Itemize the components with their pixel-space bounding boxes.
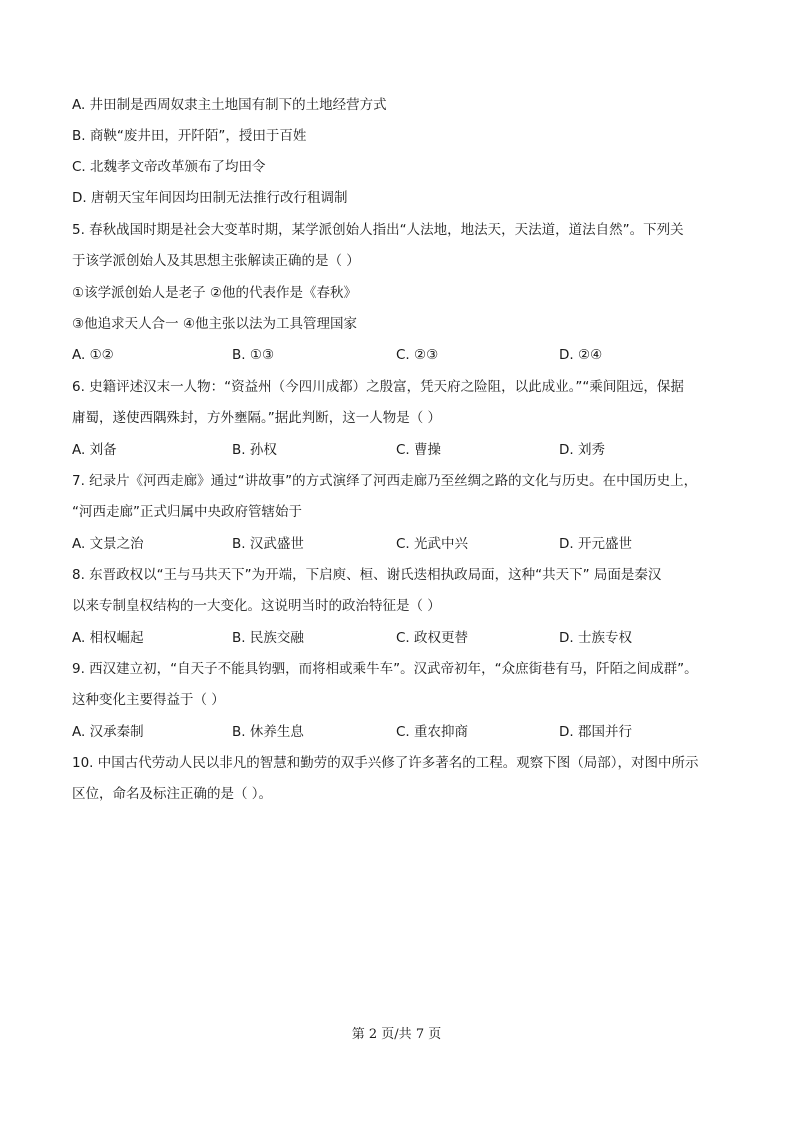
q8-option-d: D. 士族专权 (559, 630, 632, 646)
q6-option-b: B. 孙权 (232, 442, 277, 458)
q8-option-b: B. 民族交融 (232, 630, 304, 646)
q7-option-a: A. 文景之治 (72, 536, 144, 552)
q8-stem-line2: 以来专制皇权结构的一大变化。这说明当时的政治特征是（ ） (72, 598, 441, 614)
q5-stem-line1: 5. 春秋战国时期是社会大变革时期，某学派创始人指出“人法地，地法天，天法道，道法自然”。下列关 (72, 222, 684, 238)
q6-stem-line1: 6. 史籍评述汉末一人物：“资益州（今四川成都）之殷富，凭天府之险阻，以此成业。”“乘间阻远，保据 (72, 379, 684, 395)
q7-stem-line2: “河西走廊”正式归属中央政府管辖始于 (72, 504, 302, 520)
q8-stem-line1: 8. 东晋政权以“王与马共天下”为开端，下启庾、桓、谢氏迭相执政局面，这种“共天下” 局面是秦汉 (72, 567, 662, 583)
q5-option-c: C. ②③ (396, 347, 439, 363)
q9-option-c: C. 重农抑商 (396, 724, 469, 740)
q7-option-b: B. 汉武盛世 (232, 536, 304, 552)
page-number-footer: 第 2 页/共 7 页 (351, 1027, 442, 1042)
q5-option-a: A. ①② (72, 347, 114, 363)
q5-option-d: D. ②④ (559, 347, 603, 363)
q10-stem-line1: 10. 中国古代劳动人民以非凡的智慧和勤劳的双手兴修了许多著名的工程。观察下图（局部），对图中所示 (72, 755, 699, 771)
q7-option-d: D. 开元盛世 (559, 536, 632, 552)
q9-stem-line2: 这种变化主要得益于（ ） (72, 692, 225, 708)
q4-option-a: A. 井田制是西周奴隶主土地国有制下的土地经营方式 (72, 97, 387, 113)
q9-option-a: A. 汉承秦制 (72, 724, 144, 740)
q9-stem-line1: 9. 西汉建立初，“自天子不能具钧驷，而将相或乘牛车”。汉武帝初年，“众庶街巷有马，阡陌之间成群”。 (72, 661, 698, 677)
q7-option-c: C. 光武中兴 (396, 536, 469, 552)
q4-option-b: B. 商鞅“废井田，开阡陌”，授田于百姓 (72, 128, 307, 144)
q5-items-line2: ③他追求天人合一 ④他主张以法为工具管理国家 (72, 316, 357, 332)
q8-option-c: C. 政权更替 (396, 630, 469, 646)
q9-option-d: D. 郡国并行 (559, 724, 632, 740)
q6-option-a: A. 刘备 (72, 442, 117, 458)
q8-option-a: A. 相权崛起 (72, 630, 144, 646)
q7-stem-line1: 7. 纪录片《河西走廊》通过“讲故事”的方式演绎了河西走廊乃至丝绸之路的文化与历史。在中国历史上， (72, 473, 698, 489)
q6-option-d: D. 刘秀 (559, 442, 605, 458)
q5-items-line1: ①该学派创始人是老子 ②他的代表作是《春秋》 (72, 285, 357, 301)
q9-option-b: B. 休养生息 (232, 724, 304, 740)
q10-stem-line2: 区位，命名及标注正确的是（ ）。 (72, 786, 273, 802)
q5-stem-line2: 于该学派创始人及其思想主张解读正确的是（ ） (72, 253, 360, 269)
q4-option-d: D. 唐朝天宝年间因均田制无法推行改行租调制 (72, 190, 348, 206)
q6-stem-line2: 庸蜀，遂使西隅殊封，方外壅隔。”据此判断，这一人物是（ ） (72, 410, 442, 426)
q5-option-b: B. ①③ (232, 347, 275, 363)
q4-option-c: C. 北魏孝文帝改革颁布了均田令 (72, 159, 266, 175)
q6-option-c: C. 曹操 (396, 442, 442, 458)
